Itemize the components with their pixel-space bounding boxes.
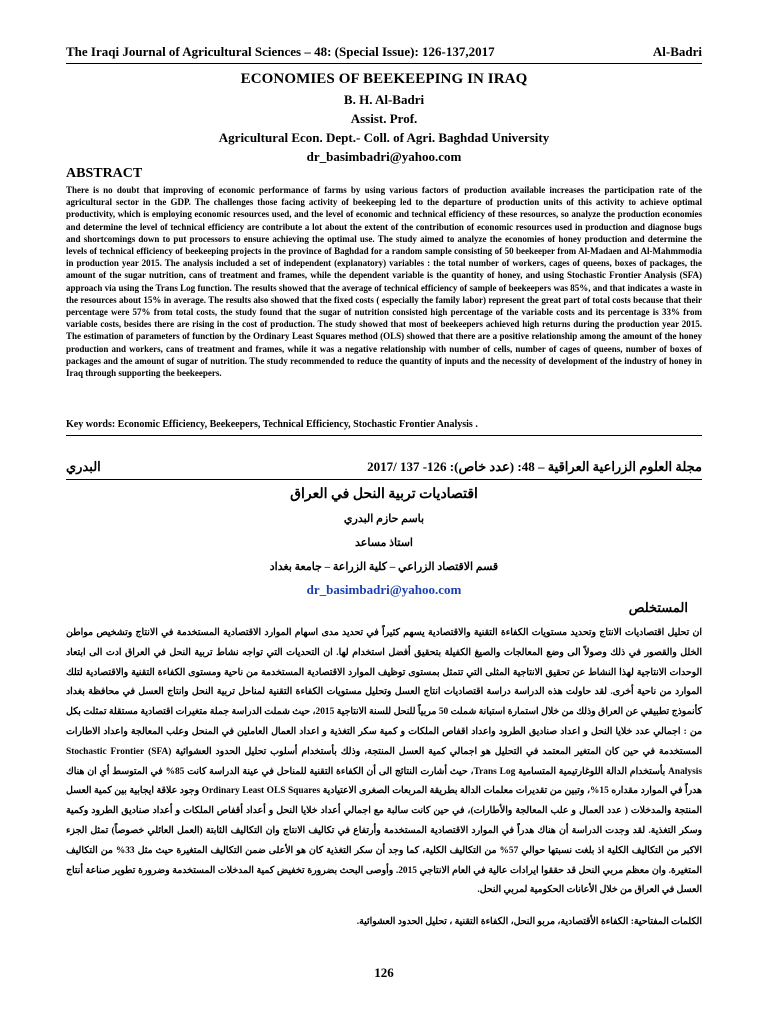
arabic-author-name: باسم حازم البدري [343, 513, 425, 525]
keywords: Key words: Economic Efficiency, Beekeepers, Technical Efficiency, Stochastic Frontier Analysis . [66, 419, 478, 430]
arabic-header-rule [66, 479, 702, 480]
running-header [66, 44, 702, 60]
journal-citation: The Iraqi Journal of Agricultural Sciences – 48: (Special Issue): 126-137,2017 [66, 44, 495, 59]
header-rule [66, 63, 702, 64]
section-rule [66, 435, 702, 436]
author-affiliation: Agricultural Econ. Dept.- Coll. of Agri. Baghdad University [218, 130, 550, 145]
arabic-author-position: استاذ مساعد [355, 537, 413, 549]
arabic-title-block [66, 483, 702, 601]
arabic-journal-citation: مجلة العلوم الزراعية العراقية – 48: (عدد خاص): 126- 137 /2017 [367, 459, 702, 474]
arabic-keywords: الكلمات المفتاحية: الكفاءة الأقتصادية، مربو النحل، الكفاءة التقنية ، تحليل الحدود العشوائية. [356, 917, 702, 927]
author-name: B. H. Al-Badri [343, 92, 425, 107]
arabic-author-short: البدري [66, 459, 101, 474]
page-number: 126 [374, 965, 394, 980]
arabic-running-header [66, 459, 702, 475]
paper-title: ECONOMIES OF BEEKEEPING IN IRAQ [240, 71, 528, 87]
arabic-abstract-heading: المستخلص [628, 600, 688, 615]
arabic-author-affiliation: قسم الاقتصاد الزراعي – كلية الزراعة – جامعة بغداد [269, 561, 499, 573]
arabic-paper-title: اقتصاديات تربية النحل في العراق [290, 487, 478, 502]
arabic-author-email: dr_basimbadri@yahoo.com [306, 582, 462, 597]
author-short: Al-Badri [652, 44, 702, 59]
author-position: Assist. Prof. [350, 111, 418, 126]
title-block [66, 71, 702, 166]
author-email: dr_basimbadri@yahoo.com [306, 149, 462, 164]
arabic-abstract-text: ان تحليل اقتصاديات الانتاج وتحديد مستويات الكفاءة التقنية والاقتصادية يسهم كثيراً في تحديد مدى اسهام الموارد الاقتصادية المستخدمة في الانتاج وتشخيص مواطن الخلل والقصور في ذلك وصولاً الى وضع المعالجات والصيغ الكفيلة بتحقيق أفضل استخدام لها. ان التحديات التي تواجه نشاط تربية النحل في العراق ادت الى ابتعاد الوحدات الانتاجية لهذا النشاط عن تحقيق الانتاجية المثلى التي تتمثل بمستوى توظيف الموارد الاقتصادية المستخدمة من ناحية ومستوى الكفاءة التقنية والاقتصادية لتلك الموارد من ناحية أخرى. لقد حاولت هذه الدراسة دراسة اقتصاديات انتاج العسل وتحليل مستويات الكفاءة التقنية لمناحل تربية النحل وانتاج العسل في محافظة بغداد كأنموذج تطبيقي عن العراق وذلك من خلال استمارة استبانة شملت 50 مربياً للنحل للسنة الانتاجية 2015، حيث شملت الدراسة جملة متغيرات اقتصادية مستقلة تمثلت بكل من : اجمالي عدد خلايا النحل و اعداد صناديق الطرود واعداد اقفاص الملكات و كمية سكر التغذية و اعداد العمال العاملين في المنحل وعلب المعالجة واعداد الاطارات المستخدمة في حين كان المتغير المعتمد في التحليل هو اجمالي كمية العسل المنتجة، وذلك بأستخدام أسلوب تحليل الحدود العشوائية (SFA) Stochastic Frontier Analysis بأستخدام الدالة اللوغارتيمية المتسامية Trans Log، حيث أشارت النتائج الى أن الكفاءة التقنية للمناحل في عينة الدراسة كانت 85% في المتوسط أي ان هناك هدراً في الموارد مقداره 15%، وتبين من تقديرات معلمات الدالة بطريقة المربعات الصغرى الاعتيادية Ordinary Least OLS Squares وجود علاقة ايجابية بين كمية العسل المنتجة والمدخلات ( عدد العمال و علب المعالجة والأطارات)، في حين كانت سالبة مع اجمالي أعداد خلايا النحل و أعداد أقفاص الملكات و أعداد صناديق الطرود وكمية وسكر التغذية. لقد وجدت الدراسة أن هناك هدراً في الموارد الاقتصادية المستخدمة وأرتفاع في تكاليف الانتاج وان التكاليف الثابتة (العمل العائلي خصوصاً) تمثل الجزء الاكبر من التكاليف الكلية اذ بلغت نسبتها حوالي 57% من التكاليف الكلية، كما وجد أن سكر التغذية كان هو الأعلى ضمن التكاليف المتغيرة حيث مثل 33% من التكاليف المتغيرة. وان معظم مربي النحل قد حققوا ايرادات عالية في العام الانتاجي 2015. وأوصى البحث بضرورة تخفيض كمية المدخلات المستخدمة وضرورة تطوير صناعة أنتاج العسل في العراق من خلال الأعانات الحكومية لمربي النحل. [66, 628, 703, 896]
abstract-heading: ABSTRACT [66, 166, 143, 181]
abstract-text: There is no doubt that improving of economic performance of farms by using various factors of production available increases the participation rate of the agricultural sector in the GDP. The challenges those facing activity of beekeeping led to the departure of production units of this activity to achieve optimal productivity, which is employing economic resources used, and the level of economic and technical efficiency of these resources, so analyze the production economies and determine the level of technical efficiency are contribute a lot about the extent of the contribution of economic resources used in production and diagnose bugs and shortcomings down to put processors to ensure achieving the optimal use. The study aimed to analyze the economies of honey production and determine the levels of technical efficiency of beekeeping projects in the province of Baghdad for a random sample consisting of 50 beekeeper from Al-Madaen and Al-Mahmmodia in production year 2015. The analysis included a set of independent (explanatory) variables : the total number of workers, cages of queens, boxes of packages, the amount of the sugar nutrition, cans of treatment and frames, while the dependent variable is the quantity of honey, and using Stochastic Frontier Analysis (SFA) approach via using the Trans Log function. The results showed that the average of technical efficiency of sample of beekeepers was 85%, and that indicates a waste in the resources about 15% in average. The results also showed that the fixed costs ( especially the family labor) represent the great part of total costs because that their percentage were 57% from total costs, the study found that the sugar of nutrition consisted high percentage of the variable costs and its percentage is 33% from variable costs, besides there are rising in the cost of production. The study showed that most of beekeepers achieved high returns during the production year 2015. The estimation of parameters of function by the Ordinary Least Squares method (OLS) showed that there are a positive relationship among the amount of the honey production and workers, cans of treatment and frames, while it was a negative relationship with number of cells, number of cages of queens, number of boxes of packages and the amount of sugar of nutrition. The study recommended to reduce the quantity of inputs and the necessity of development of the industry of honey in Iraq through supporting the beekeepers. [66, 185, 702, 379]
